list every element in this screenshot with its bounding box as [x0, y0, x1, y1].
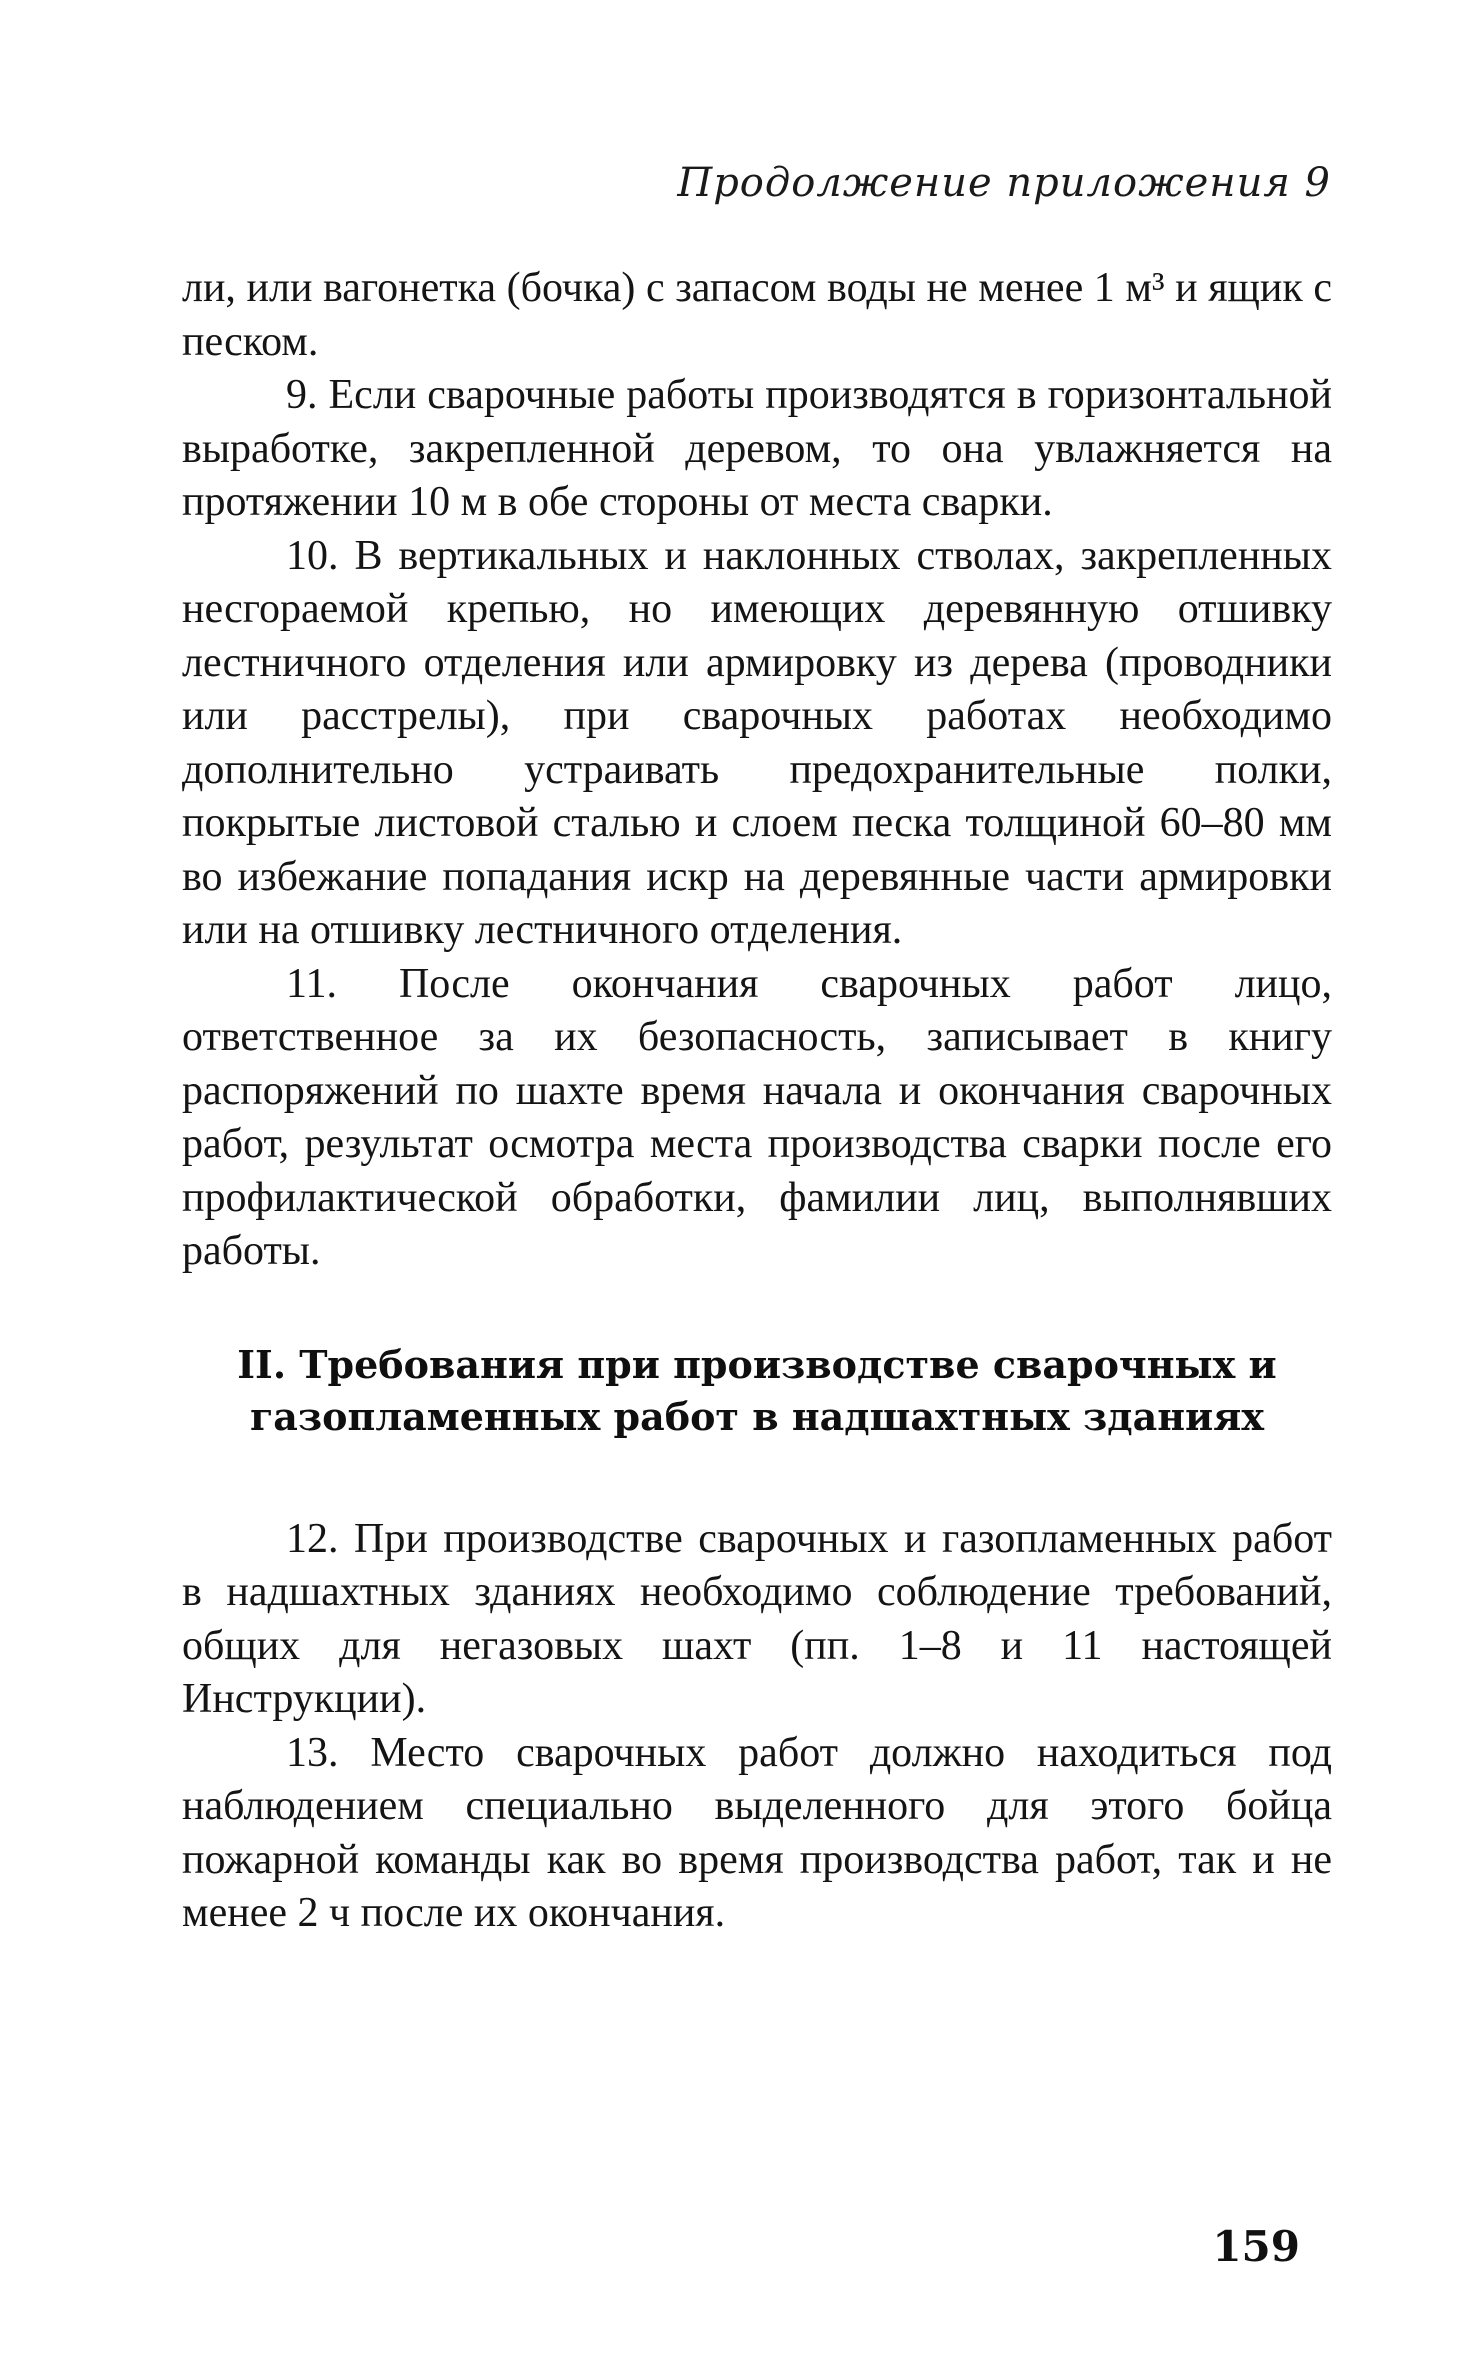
paragraph-12: 12. При производстве сварочных и газопламенных работ в надшахтных зданиях необходимо соблюдение требований, общих для негазовых шахт (пп. 1–8 и 11 настоящей Инструкции). [182, 1515, 1332, 1722]
page-number: 159 [1212, 2222, 1300, 2271]
running-header: Продолжение приложения 9 [677, 160, 1331, 206]
paragraph-10: 10. В вертикальных и наклонных стволах, закрепленных несгораемой крепью, но имеющих деревянную отшивку лестничного отделения или армировку из дерева (проводники или расстрелы), при сварочных работах необходимо дополнительно устраивать предохранительные полки, покрытые листовой сталью и слоем песка толщиной 60–80 мм во избежание попадания искр на деревянные части армировки или на отшивку лестничного отделения. [182, 532, 1332, 953]
paragraph-continuation: ли, или вагонетка (бочка) с запасом воды не менее 1 м³ и ящик с песком. [182, 265, 1332, 365]
paragraph-9: 9. Если сварочные работы производятся в горизонтальной выработке, закрепленной деревом, то она увлажняется на протяжении 10 м в обе стороны от места сварки. [182, 372, 1332, 525]
section-heading-line-2: газопламенных работ в надшахтных зданиях [250, 1393, 1264, 1439]
paragraph-13: 13. Место сварочных работ должно находиться под наблюдением специально выделенного для этого бойца пожарной команды как во время производства работ, так и не менее 2 ч после их окончания. [182, 1729, 1332, 1936]
section-heading-line-1: II. Требования при производстве сварочных и [237, 1341, 1277, 1387]
paragraph-11: 11. После окончания сварочных работ лицо, ответственное за их безопасность, записывает в книгу распоряжений по шахте время начала и окончания сварочных работ, результат осмотра места производства сварки после его профилактической обработки, фамилии лиц, выполнявших работы. [182, 960, 1332, 1274]
section-heading [182, 1339, 1332, 1443]
body-text [182, 262, 1332, 1941]
